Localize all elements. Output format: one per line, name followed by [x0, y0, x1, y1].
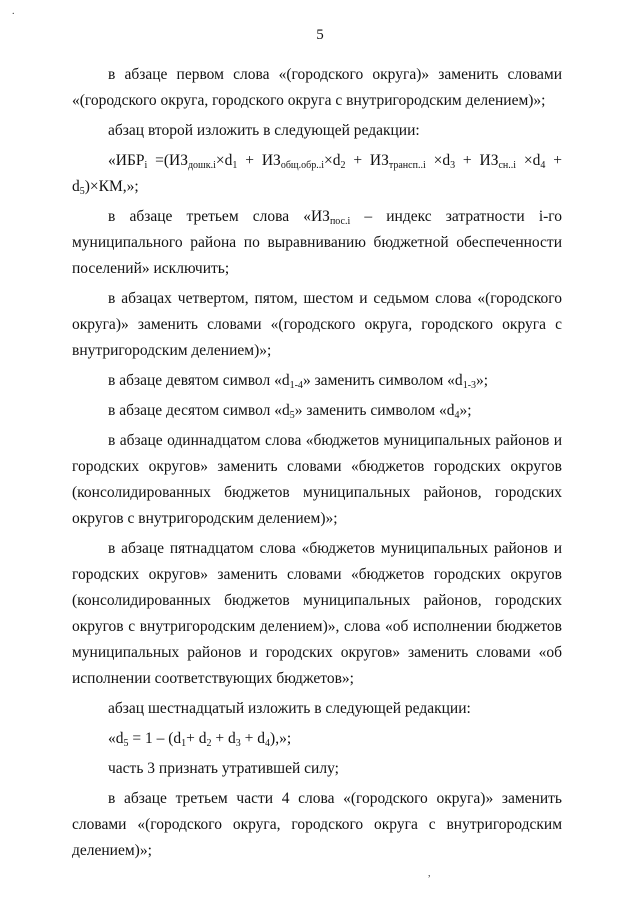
paragraph-second-abzac-new-wording: абзац второй изложить в следующей редакции:	[108, 122, 420, 139]
paragraph-sixteenth-new-wording: абзац шестнадцатый изложить в следующей редакции:	[108, 700, 471, 717]
paragraph-tenth-symbol: в абзаце десятом символ «$d_5$» заменить символом «$d_4$»;	[108, 402, 472, 421]
paragraph-fourth-to-seventh: в абзацах четвертом, пятом, шестом и седьмом слова «(городского округа)» заменить словами «(городского округа, городского округа с внутригородским делением)»;	[72, 290, 562, 359]
paragraph-third-abzac-exclude: в абзаце третьем слова «$ИЗ_{пос.i}$ – индекс затратности i-го муниципального района по выравниванию бюджетной обеспеченности поселений» исключить;	[72, 208, 563, 277]
paragraph-part4-third-abzac: в абзаце третьем части 4 слова «(городского округа)» заменить словами «(городского округа, городского округа с внутригородским делением)»;	[72, 790, 562, 859]
paragraph-fifteenth-abzac: в абзаце пятнадцатом слова «бюджетов муниципальных районов и городских округов» заменить словами «бюджетов городских округов (консолидированных бюджетов муниципальных районов, городских округов с внутригородским делением)», слова «об исполнении бюджетов муниципальных районов и городских округов» заменить словами «об исполнении соответствующих бюджетов»;	[72, 540, 562, 687]
paragraph-ninth-symbol: в абзаце девятом символ «$d_{1-4}$» заменить символом «$d_{1-3}$»;	[108, 372, 489, 391]
paragraph-part3-void: часть 3 признать утратившей силу;	[108, 760, 339, 777]
document-body	[72, 62, 562, 864]
paragraph-d5-formula: «$d_5 = 1 - (d_1+ d_2 + d_3 + d_4)$,»;	[108, 730, 292, 749]
scan-speck-bottom: ,	[428, 868, 431, 879]
paragraph-ibr-formula: «$ИБР_i =(ИЗ_{дошк.i}\times d_1 + ИЗ_{общ.обр..i}\times d_2 + ИЗ_{трансп..i} \times d_3 + ИЗ_{сн..i} \times d_4 + d_5)\times КМ$,»;	[72, 152, 562, 197]
scan-speck-top: .	[12, 6, 15, 17]
paragraph-eleventh-abzac: в абзаце одиннадцатом слова «бюджетов муниципальных районов и городских округов» заменить словами «бюджетов городских округов (консолидированных бюджетов муниципальных районов, городских округов с внутригородским делением)»;	[72, 432, 562, 527]
paragraph-amend-first-abzac: в абзаце первом слова «(городского округа)» заменить словами «(городского округа, городского округа с внутригородским делением)»;	[72, 66, 562, 109]
page-number: 5	[316, 27, 324, 43]
